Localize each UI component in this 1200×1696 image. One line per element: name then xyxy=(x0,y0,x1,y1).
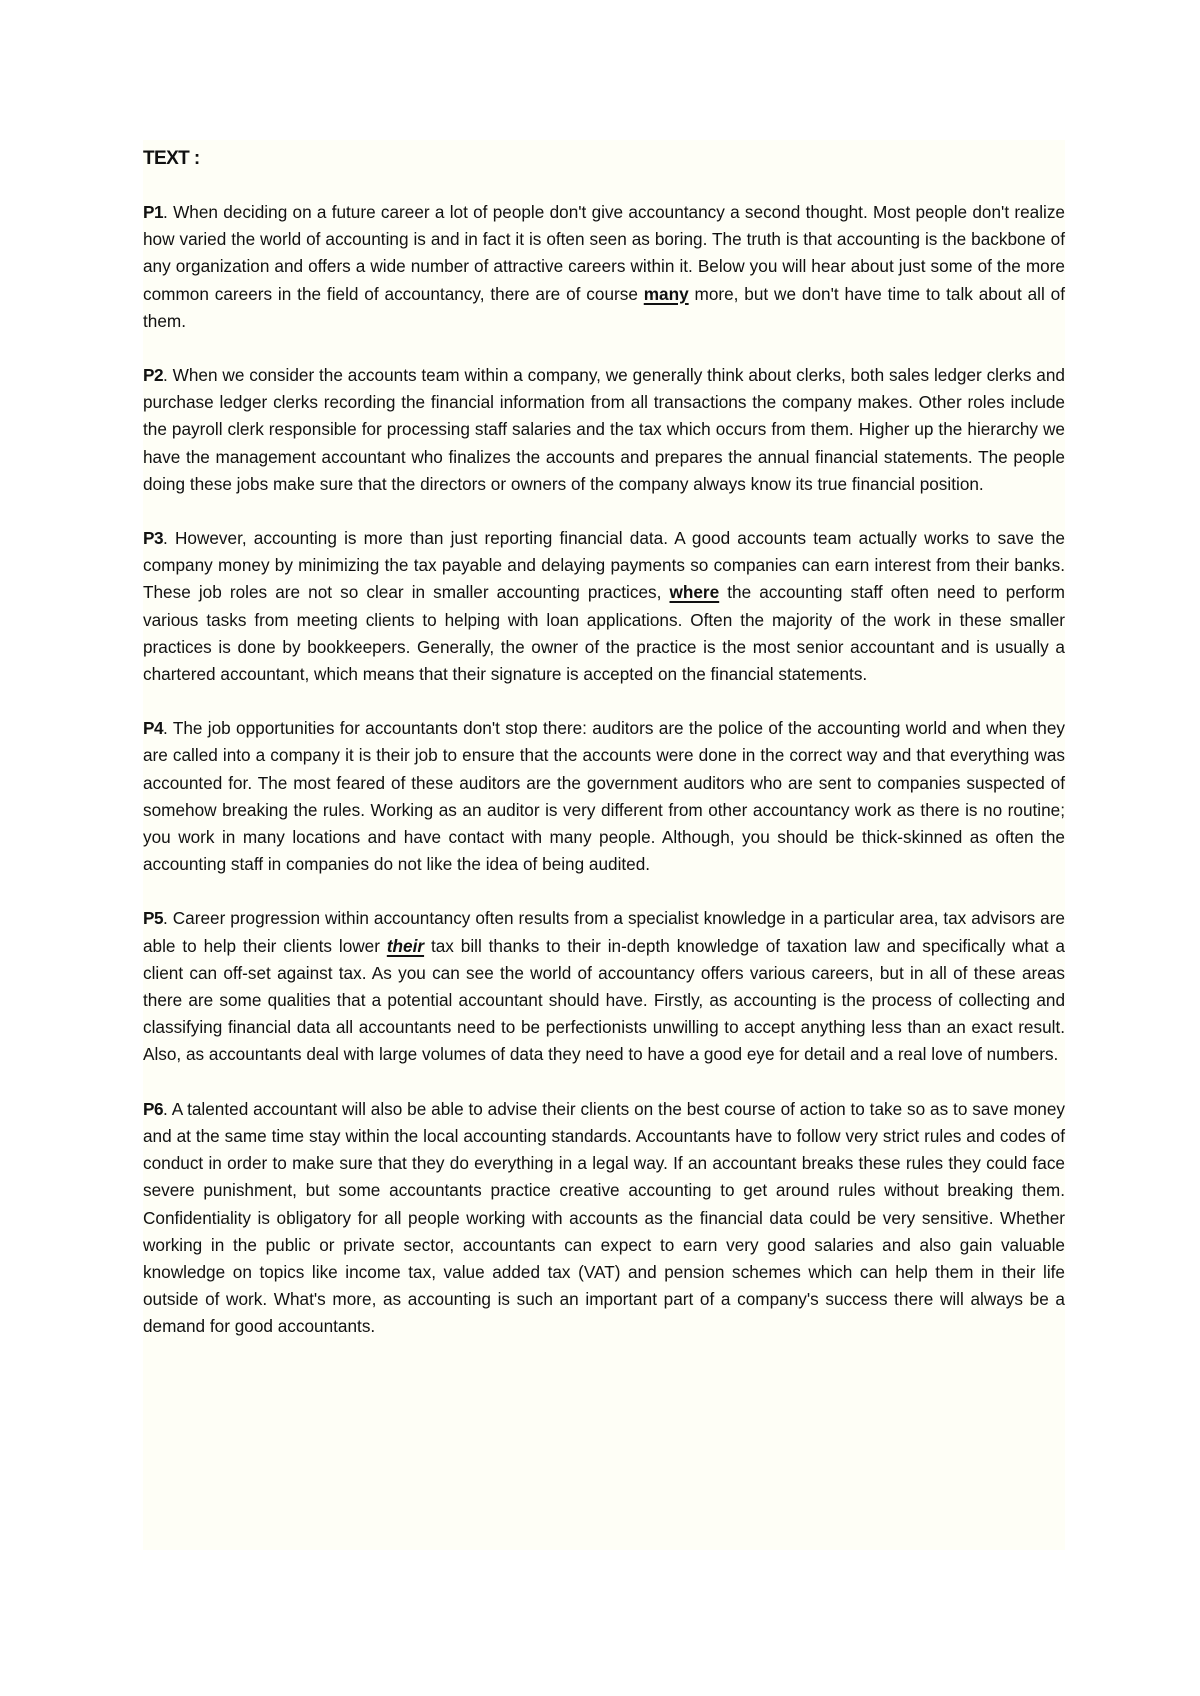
paragraph-label: P1 xyxy=(143,202,164,222)
document-page xyxy=(143,140,1065,1550)
paragraph-p1 xyxy=(143,199,1065,335)
document-heading: TEXT : xyxy=(143,148,200,169)
paragraph-p2 xyxy=(143,362,1065,498)
paragraph-text: tax bill thanks to their in-depth knowledge of taxation law and specifically what a client can off-set against tax. As you can see the world of accountancy offers various careers, but in all of these areas there are some qualities that a potential accountant should have. Firstly, as accounting is the process of collecting and classifying financial data all accountants need to be perfectionists unwilling to accept anything less than an exact result. Also, as accountants deal with large volumes of data they need to have a good eye for detail and a real love of numbers. xyxy=(143,935,1065,1065)
paragraph-label: P5 xyxy=(143,908,164,929)
paragraph-text: . A talented accountant will also be able to advise their clients on the best course of action to take so as to save money and at the same time stay within the local accounting standards. Accountants have to follow very strict rules and codes of conduct in order to make sure that they do everything in a legal way. If an accountant breaks these rules they could face severe punishment, but some accountants practice creative accounting to get around rules without breaking them. Confidentiality is obligatory for all people working with accounts as the financial data could be very sensitive. Whether working in the public or private sector, accountants can expect to earn very good salaries and also gain valuable knowledge on topics like income tax, value added tax (VAT) and pension schemes which can help them in their life outside of work. What's more, as accounting is such an important part of a company's success there will always be a demand for good accountants. xyxy=(143,1098,1065,1337)
paragraph-label: P4 xyxy=(143,718,164,739)
paragraph-text: . When deciding on a future career a lot of people don't give accountancy a second thought. Most people don't realize how varied the world of accounting is and in fact it is often seen as boring. The truth is that accounting is the backbone of any organization and offers a wide number of attractive careers within it. Below you will hear about just some of the more common careers in the field of accountancy, there are of course xyxy=(143,202,1065,304)
paragraph-text: . However, accounting is more than just reporting financial data. A good accounts team actually works to save the company money by minimizing the tax payable and delaying payments so companies can earn interest from their banks. These job roles are not so clear in smaller accounting practices, xyxy=(143,528,1065,603)
paragraph-text: . The job opportunities for accountants don't stop there: auditors are the police of the accounting world and when they are called into a company it is their job to ensure that the accounts were done in the correct way and that everything was accounted for. The most feared of these auditors are the government auditors who are sent to companies suspected of somehow breaking the rules. Working as an auditor is very different from other accountancy work as there is no routine; you work in many locations and have contact with many people. Although, you should be thick-skinned as often the accounting staff in companies do not like the idea of being audited. xyxy=(143,718,1065,875)
paragraph-p5 xyxy=(143,905,1065,1068)
paragraph-label: P2 xyxy=(143,365,164,386)
paragraph-p6 xyxy=(143,1096,1065,1341)
paragraph-p3 xyxy=(143,525,1065,688)
paragraph-text: . Career progression within accountancy often results from a specialist knowledge in a particular area, tax advisors are able to help their clients lower xyxy=(143,908,1065,956)
paragraph-text: . When we consider the accounts team within a company, we generally think about clerks, both sales ledger clerks and purchase ledger clerks recording the financial information from all transactions the company makes. Other roles include the payroll clerk responsible for processing staff salaries and the tax which occurs from them. Higher up the hierarchy we have the management accountant who finalizes the accounts and prepares the annual financial statements. The people doing these jobs make sure that the directors or owners of the company always know its true financial position. xyxy=(143,365,1065,494)
paragraph-p4 xyxy=(143,715,1065,878)
paragraph-label: P6 xyxy=(143,1098,164,1119)
paragraph-text: the accounting staff often need to perform various tasks from meeting clients to helping with loan applications. Often the majority of the work in these smaller practices is done by bookkeepers. Generally, the owner of the practice is the most senior accountant and is usually a chartered accountant, which means that their signature is accepted on the financial statements. xyxy=(143,582,1065,685)
paragraph-text: more, but we don't have time to talk about all of them. xyxy=(143,283,1065,331)
paragraph-label: P3 xyxy=(143,528,164,549)
underlined-word-many: many xyxy=(643,283,689,304)
underlined-word-their: their xyxy=(386,935,425,956)
underlined-word-where: where xyxy=(669,582,720,603)
